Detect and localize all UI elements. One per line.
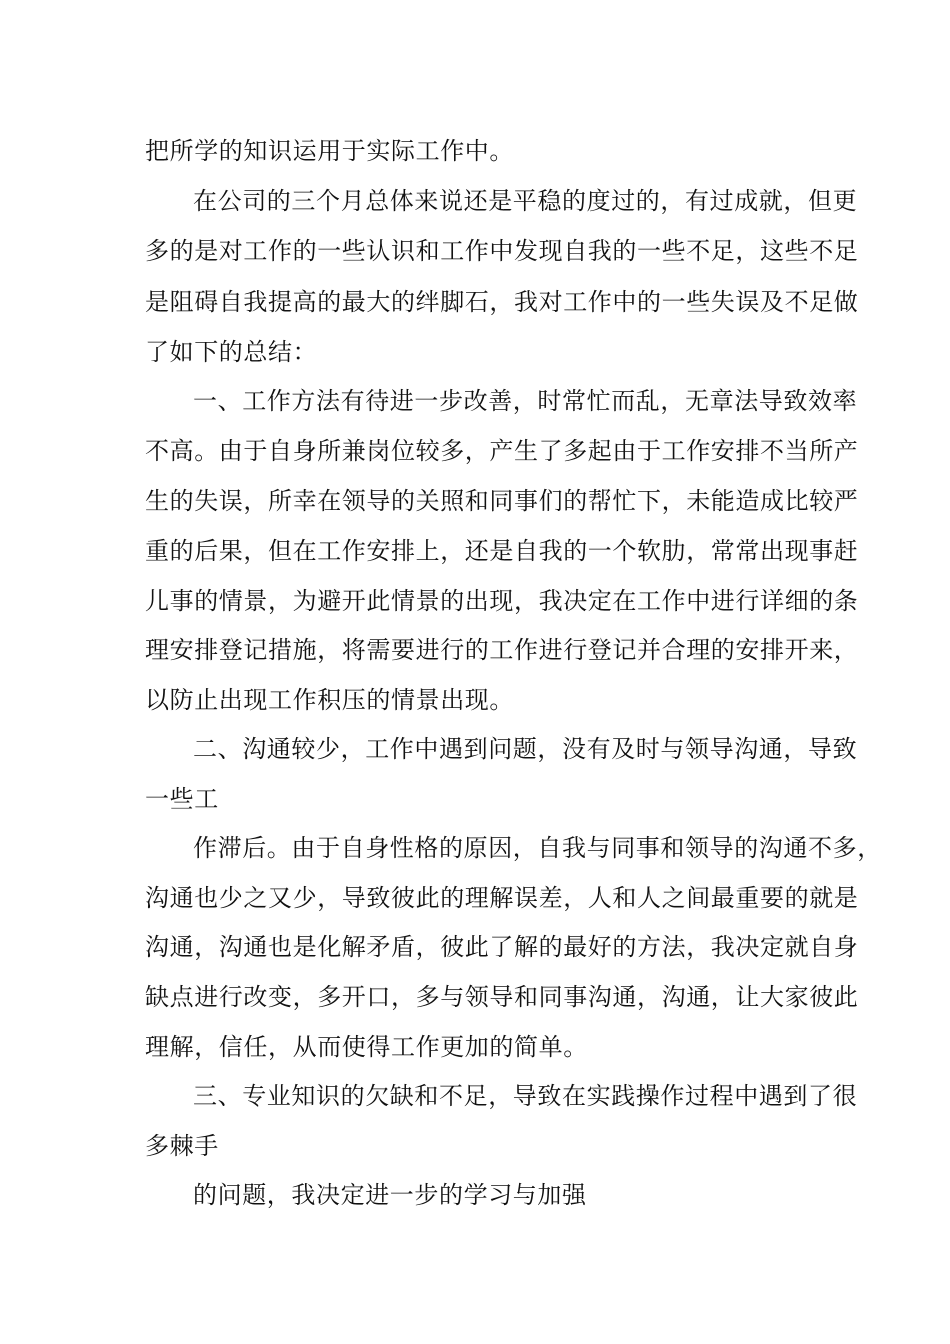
text-line: 理解，信任，从而使得工作更加的简单。 bbox=[145, 1033, 588, 1061]
text-line: 的问题，我决定进一步的学习与加强 bbox=[193, 1181, 587, 1209]
text-line: 以防止出现工作积压的情景出现。 bbox=[145, 686, 514, 714]
text-line: 三、专业知识的欠缺和不足，导致在实践操作过程中遇到了很 bbox=[193, 1082, 858, 1110]
text-line: 是阻碍自我提高的最大的绊脚石，我对工作中的一些失误及不足做 bbox=[145, 288, 859, 316]
text-line: 不高。由于自身所兼岗位较多，产生了多起由于工作安排不当所产 bbox=[145, 437, 859, 465]
text-line: 重的后果，但在工作安排上，还是自我的一个软肋，常常出现事赶 bbox=[145, 537, 859, 565]
text-line: 作滞后。由于自身性格的原因，自我与同事和领导的沟通不多， bbox=[193, 834, 882, 862]
text-line: 沟通也少之又少，导致彼此的理解误差，人和人之间最重要的就是 bbox=[145, 884, 859, 912]
text-line: 一、工作方法有待进一步改善，时常忙而乱，无章法导致效率 bbox=[193, 387, 858, 415]
text-line: 在公司的三个月总体来说还是平稳的度过的，有过成就，但更 bbox=[193, 187, 858, 215]
text-line: 缺点进行改变，多开口，多与领导和同事沟通，沟通，让大家彼此 bbox=[145, 983, 859, 1011]
text-line: 多的是对工作的一些认识和工作中发现自我的一些不足，这些不足 bbox=[145, 237, 859, 265]
text-line: 儿事的情景，为避开此情景的出现，我决定在工作中进行详细的条 bbox=[145, 587, 859, 615]
text-line: 生的失误，所幸在领导的关照和同事们的帮忙下，未能造成比较严 bbox=[145, 487, 859, 515]
text-line: 一些工 bbox=[145, 785, 219, 813]
text-line: 二、沟通较少，工作中遇到问题，没有及时与领导沟通，导致 bbox=[193, 735, 858, 763]
text-line: 沟通，沟通也是化解矛盾，彼此了解的最好的方法，我决定就自身 bbox=[145, 933, 859, 961]
text-line: 把所学的知识运用于实际工作中。 bbox=[145, 137, 514, 165]
text-line: 了如下的总结： bbox=[145, 338, 318, 366]
text-line: 理安排登记措施，将需要进行的工作进行登记并合理的安排开来， bbox=[145, 636, 859, 664]
text-line: 多棘手 bbox=[145, 1132, 219, 1160]
